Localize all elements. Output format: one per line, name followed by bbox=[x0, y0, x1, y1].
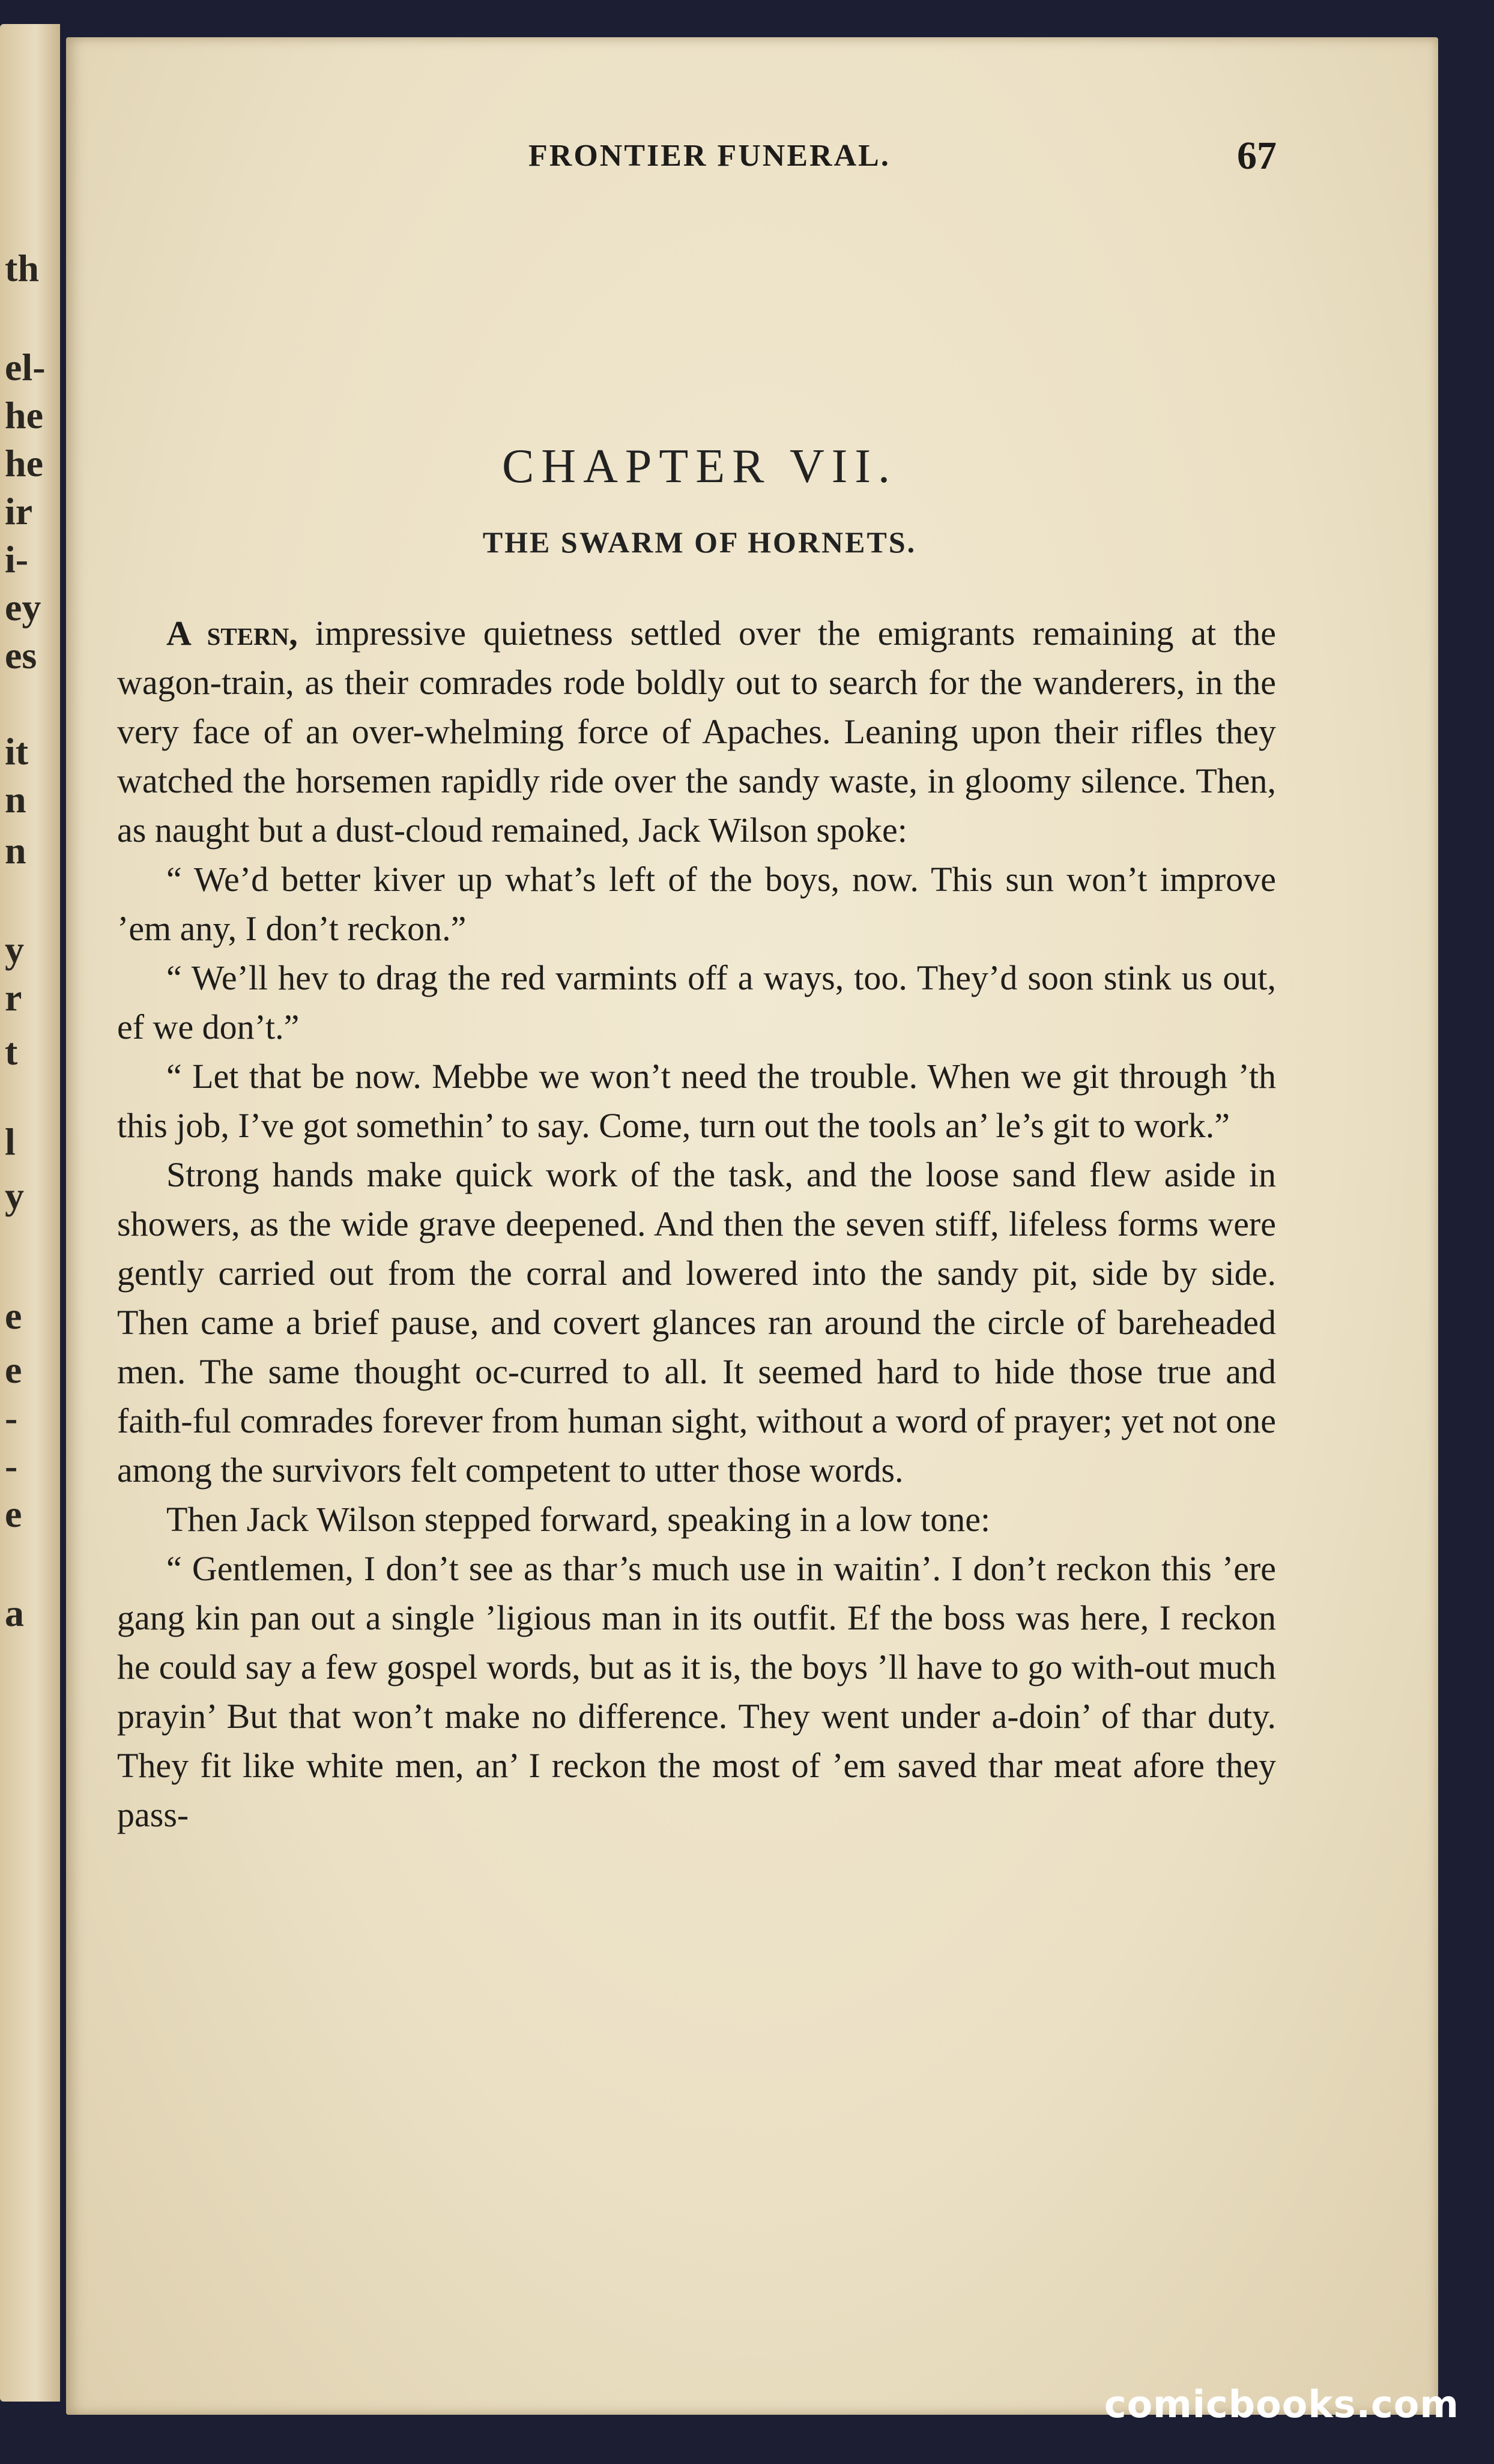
prev-page-fragment: he bbox=[5, 394, 43, 436]
prev-page-fragment: th bbox=[5, 247, 39, 289]
paragraph: Strong hands make quick work of the task, and the loose sand flew aside in showers, as the wide grave deepened. And then the seven stiff, lifeless forms were gently carried out from the corral and lowered into the sandy pit, side by side. Then came a brief pause, and covert glances ran around the circle of bareheaded men. The same thought oc-curred to all. It seemed hard to hide those true and faith-ful comrades forever from human sight, without a word of prayer; yet not one among the survivors felt competent to utter those words. bbox=[117, 1155, 1276, 1490]
prev-page-fragment: y bbox=[5, 928, 24, 971]
body-text bbox=[117, 609, 1276, 1840]
paragraph-lead: A stern, bbox=[166, 614, 298, 653]
prev-page-fragment: he bbox=[5, 442, 43, 485]
paragraph: “ Gentlemen, I don’t see as thar’s much use in waitin’. I don’t reckon this ’ere gang kin pan out a single ’ligious man in its outfit. Ef the boss was here, I reckon he could say a few gospel words, but as it is, the boys ’ll have to go with-out much prayin’ But that won’t make no difference. They went under a-doin’ of thar duty. They fit like white men, an’ I reckon the most of ’em saved thar meat afore they pass- bbox=[117, 1549, 1276, 1834]
page-number: 67 bbox=[1237, 134, 1277, 178]
paragraph: “ We’d better kiver up what’s left of the boys, now. This sun won’t improve ’em any, I don’t reckon.” bbox=[117, 860, 1276, 948]
chapter-title: CHAPTER VII. bbox=[501, 440, 898, 493]
chapter-subtitle: THE SWARM OF HORNETS. bbox=[482, 525, 917, 559]
previous-page-edge bbox=[0, 24, 60, 2402]
paragraph bbox=[117, 609, 1276, 855]
prev-page-fragment: e bbox=[5, 1348, 22, 1391]
prev-page-fragment: l bbox=[5, 1120, 16, 1163]
paragraph-text: impressive quietness settled over the emigrants remaining at the wagon-train, as their comrades rode boldly out to search for the wanderers, in the very face of an over-whelming force of Apaches. Leaning upon their rifles they watched the horsemen rapidly ride over the sandy waste, in gloomy silence. Then, as naught but a dust-cloud remained, Jack Wilson spoke: bbox=[117, 614, 1276, 850]
paragraph: “ Let that be now. Mebbe we won’t need the trouble. When we git through ’th this job, I’ve got somethin’ to say. Come, turn out the tools an’ le’s git to work.” bbox=[117, 1057, 1276, 1145]
prev-page-fragment: a bbox=[5, 1592, 24, 1634]
prev-page-fragment: - bbox=[5, 1445, 18, 1487]
prev-page-fragment: ey bbox=[5, 586, 41, 629]
prev-page-fragment: el- bbox=[5, 346, 46, 388]
prev-page-fragment: es bbox=[5, 634, 37, 677]
prev-page-fragment: e bbox=[5, 1493, 22, 1535]
prev-page-fragment: r bbox=[5, 976, 22, 1019]
watermark: comicbooks.com bbox=[1104, 2382, 1459, 2426]
paragraph: “ We’ll hev to drag the red varmints off a ways, too. They’d soon stink us out, ef we don’t.” bbox=[117, 958, 1276, 1046]
running-head: FRONTIER FUNERAL. bbox=[528, 139, 891, 173]
prev-page-fragment: ir bbox=[5, 490, 33, 533]
prev-page-fragment: t bbox=[5, 1030, 18, 1073]
prev-page-fragment: it bbox=[5, 730, 29, 773]
prev-page-fragment: y bbox=[5, 1174, 24, 1217]
prev-page-fragment: n bbox=[5, 778, 26, 821]
prev-page-fragment: - bbox=[5, 1397, 18, 1439]
book-page bbox=[66, 37, 1438, 2415]
paragraph: Then Jack Wilson stepped forward, speaking in a low tone: bbox=[166, 1500, 991, 1539]
prev-page-fragment: n bbox=[5, 829, 26, 872]
prev-page-fragment: i- bbox=[5, 538, 29, 581]
prev-page-fragment: e bbox=[5, 1294, 22, 1337]
